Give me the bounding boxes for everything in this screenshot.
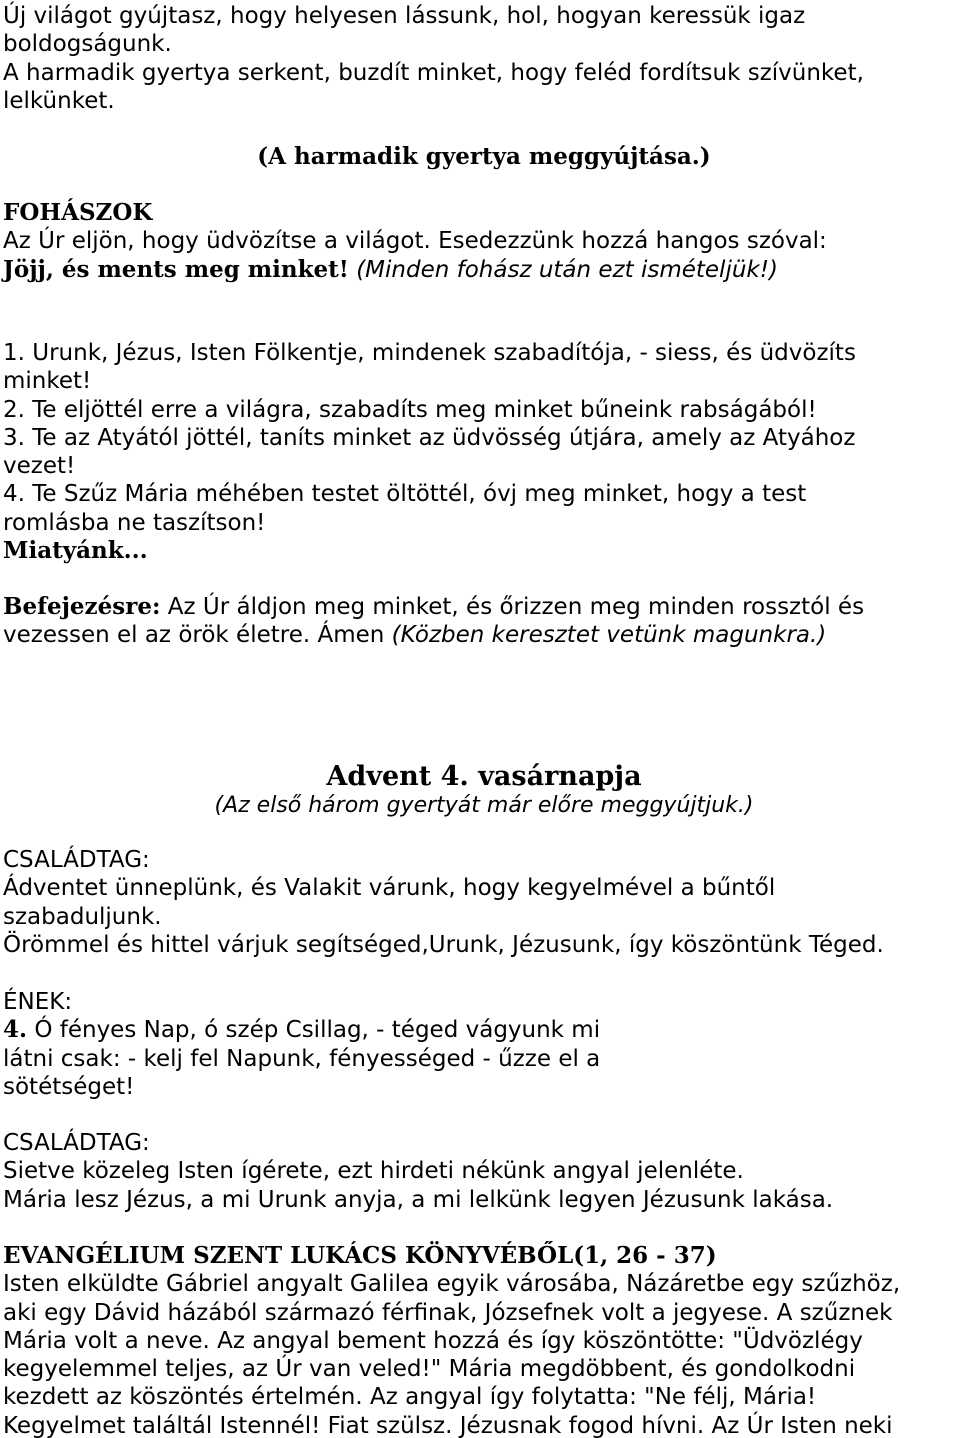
song-section bbox=[3, 988, 643, 1101]
gospel-section bbox=[3, 1242, 960, 1438]
family-member-line: Mária lesz Jézus, a mi Urunk anyja, a mi lelkünk legyen Jézusunk lakása. bbox=[3, 1186, 834, 1213]
gospel-line: kegyelemmel teljes, az Úr van veled!" Mária megdöbbent, és gondolkodni bbox=[3, 1356, 856, 1383]
prayers-intro-text: Az Úr eljön, hogy üdvözítse a világot. Esedezzünk hozzá hangos szóval: bbox=[3, 228, 827, 255]
family-member-line: Örömmel és hittel várjuk segítséged,Urunk, Jézusunk, így köszöntünk Téged. bbox=[3, 931, 884, 958]
prayer-item: 4. Te Szűz Mária méhében testet öltöttél, óvj meg minket, hogy a test romlásba ne taszítson! bbox=[3, 481, 807, 536]
closing-note: (Közben keresztet vetünk magunkra.) bbox=[391, 622, 827, 649]
family-member-label: CSALÁDTAG: bbox=[3, 847, 150, 873]
closing-label: Befejezésre: bbox=[3, 593, 161, 620]
prayer-list bbox=[3, 339, 953, 565]
song-text: Ó fényes Nap, ó szép Csillag, - téged vágyunk mi látni csak: - kelj fel Napunk, fényességed - űzze el a sötétséget! bbox=[3, 1017, 601, 1100]
advent-4-subtitle: (Az első három gyertyát már előre meggyújtjuk.) bbox=[214, 793, 754, 818]
prayers-section bbox=[3, 199, 953, 284]
intro-section bbox=[3, 2, 943, 115]
family-member-1 bbox=[3, 846, 943, 959]
prayer-item: 3. Te az Atyától jöttél, taníts minket az üdvösség útjára, amely az Atyához vezet! bbox=[3, 424, 856, 480]
gospel-line: kezdett az köszöntés értelmén. Az angyal így folytatta: "Ne félj, Mária! bbox=[3, 1384, 817, 1411]
gospel-line: Kegyelmet találtál Istennél! Fiat szülsz. Jézusnak fogod hívni. Az Úr Isten neki bbox=[3, 1412, 893, 1438]
gospel-line: aki egy Dávid házából származó férfinak, Józsefnek volt a jegyese. A szűznek bbox=[3, 1299, 893, 1326]
gospel-line: Isten elküldte Gábriel angyalt Galilea egyik városába, Názáretbe egy szűzhöz, bbox=[3, 1271, 901, 1298]
song-number: 4. bbox=[3, 1016, 28, 1044]
advent-4-header bbox=[0, 762, 960, 820]
family-member-label: CSALÁDTAG: bbox=[3, 1130, 150, 1156]
gospel-heading: EVANGÉLIUM SZENT LUKÁCS KÖNYVÉBŐL(1, 26 - 37) bbox=[3, 1242, 717, 1269]
song-label: ÉNEK: bbox=[3, 989, 73, 1015]
gospel-line: Mária volt a neve. Az angyal bement hozzá és így köszöntötte: "Üdvözlégy bbox=[3, 1327, 863, 1354]
intro-line-1: Új világot gyújtasz, hogy helyesen lássunk, hol, hogyan keressük igaz boldogságunk. bbox=[3, 3, 806, 58]
intro-line-2: A harmadik gyertya serkent, buzdít minket, hogy feléd fordítsuk szívünket, lelkünket. bbox=[3, 59, 864, 114]
prayers-response: Jöjj, és ments meg minket! bbox=[3, 255, 349, 283]
family-member-line: Sietve közeleg Isten ígérete, ezt hirdeti nékünk angyal jelenléte. bbox=[3, 1158, 744, 1185]
family-member-line: Ádventet ünneplünk, és Valakit várunk, hogy kegyelmével a bűntől szabaduljunk. bbox=[3, 875, 776, 930]
closing-section bbox=[3, 593, 938, 650]
prayer-item: 2. Te eljöttél erre a világra, szabadíts meg minket bűneink rabságából! bbox=[3, 396, 817, 423]
prayers-heading: FOHÁSZOK bbox=[3, 199, 153, 226]
closing-text: Az Úr áldjon meg minket, és őrizzen meg minden rossztól és vezessen el az örök életre. Ámen bbox=[3, 594, 865, 649]
family-member-2 bbox=[3, 1129, 943, 1214]
prayers-instruction: (Minden fohász után ezt ismételjük!) bbox=[348, 256, 778, 283]
our-father: Miatyánk... bbox=[3, 537, 148, 565]
advent-4-title: Advent 4. vasárnapja bbox=[326, 761, 642, 792]
third-candle-heading: (A harmadik gyertya meggyújtása.) bbox=[257, 143, 711, 170]
prayer-item: 1. Urunk, Jézus, Isten Fölkentje, mindenek szabadítója, - siess, és üdvözíts minket! bbox=[3, 340, 856, 395]
prayers-intro bbox=[3, 227, 843, 284]
